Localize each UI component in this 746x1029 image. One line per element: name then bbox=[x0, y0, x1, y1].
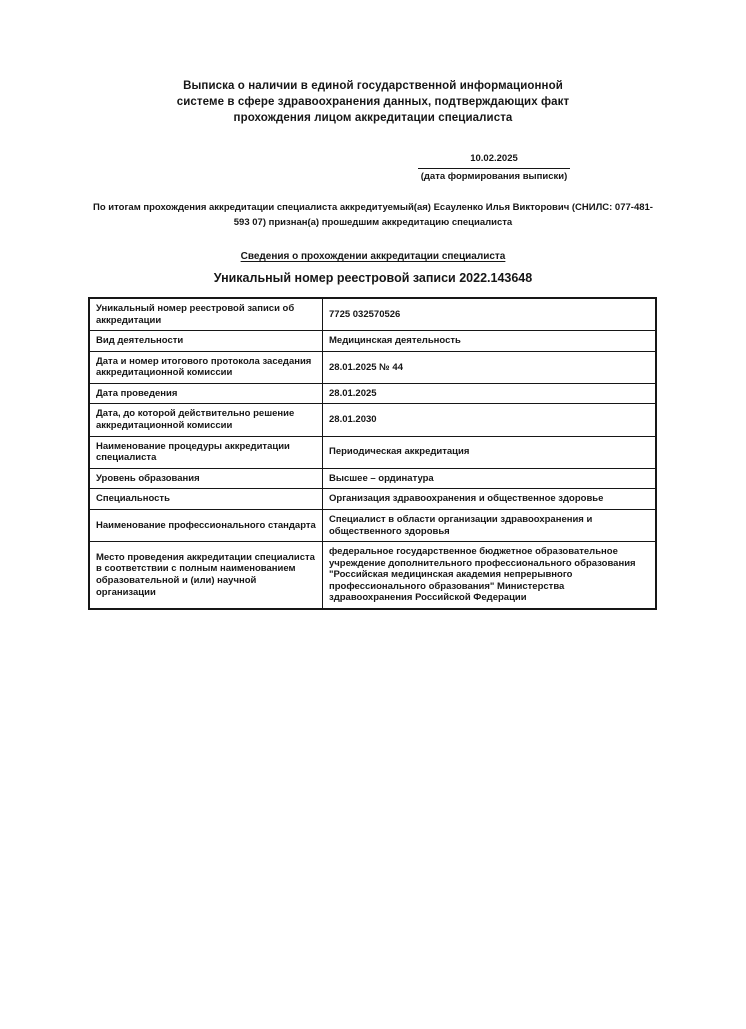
accreditation-table bbox=[88, 297, 657, 610]
table-row-activity-type bbox=[89, 331, 656, 352]
accreditation-summary bbox=[84, 200, 662, 230]
row-label: Место проведения аккредитации специалиста в соответствии с полным наименованием образовательной и (или) научной организации bbox=[89, 542, 323, 609]
row-label: Вид деятельности bbox=[89, 331, 323, 352]
row-value: 28.01.2025 bbox=[323, 383, 657, 404]
issue-date-block bbox=[418, 153, 570, 183]
issue-date-value: 10.02.2025 bbox=[418, 153, 570, 169]
table-row-valid-until bbox=[89, 404, 656, 436]
table-row-education-level bbox=[89, 468, 656, 489]
table-row-professional-standard bbox=[89, 509, 656, 541]
accreditation-summary-line-2: 593 07) признан(а) прошедшим аккредитацию специалиста bbox=[233, 217, 513, 228]
table-row-procedure-name bbox=[89, 436, 656, 468]
registry-number-heading: Уникальный номер реестровой записи 2022.143648 bbox=[213, 271, 533, 285]
row-label: Уровень образования bbox=[89, 468, 323, 489]
table-row-protocol bbox=[89, 351, 656, 383]
row-label: Дата и номер итогового протокола заседания аккредитационной комиссии bbox=[89, 351, 323, 383]
table-row-date-held bbox=[89, 383, 656, 404]
row-label: Уникальный номер реестровой записи об аккредитации bbox=[89, 298, 323, 331]
row-label: Специальность bbox=[89, 489, 323, 510]
row-value: Специалист в области организации здравоохранения и общественного здоровья bbox=[323, 509, 657, 541]
document-title-line-2: системе в сфере здравоохранения данных, подтверждающих факт bbox=[176, 96, 570, 108]
document-title-line-1: Выписка о наличии в единой государственной информационной bbox=[183, 80, 563, 92]
issue-date-caption: (дата формирования выписки) bbox=[420, 171, 568, 182]
row-value: Организация здравоохранения и общественное здоровье bbox=[323, 489, 657, 510]
section-heading: Сведения о прохождении аккредитации специалиста bbox=[240, 251, 506, 262]
accreditation-summary-line-1: По итогам прохождения аккредитации специалиста аккредитуемый(ая) Есауленко Илья Викторович (СНИЛС: 077-481- bbox=[93, 202, 653, 213]
row-label: Наименование профессионального стандарта bbox=[89, 509, 323, 541]
row-label: Дата проведения bbox=[89, 383, 323, 404]
row-value: 7725 032570526 bbox=[323, 298, 657, 331]
row-label: Наименование процедуры аккредитации специалиста bbox=[89, 436, 323, 468]
table-row-registry-number bbox=[89, 298, 656, 331]
table-row-accreditation-place bbox=[89, 542, 656, 609]
document-title-line-3: прохождения лицом аккредитации специалиста bbox=[233, 112, 513, 124]
row-value: федеральное государственное бюджетное образовательное учреждение дополнительного профессионального образования "Российская медицинская академия непрерывного профессионального образования" Министерства здравоохранения Российской Федерации bbox=[323, 542, 657, 609]
row-value: Медицинская деятельность bbox=[323, 331, 657, 352]
row-label: Дата, до которой действительно решение аккредитационной комиссии bbox=[89, 404, 323, 436]
row-value: Высшее – ординатура bbox=[323, 468, 657, 489]
row-value: Периодическая аккредитация bbox=[323, 436, 657, 468]
row-value: 28.01.2030 bbox=[323, 404, 657, 436]
document-title bbox=[0, 0, 746, 126]
table-row-specialty bbox=[89, 489, 656, 510]
row-value: 28.01.2025 № 44 bbox=[323, 351, 657, 383]
